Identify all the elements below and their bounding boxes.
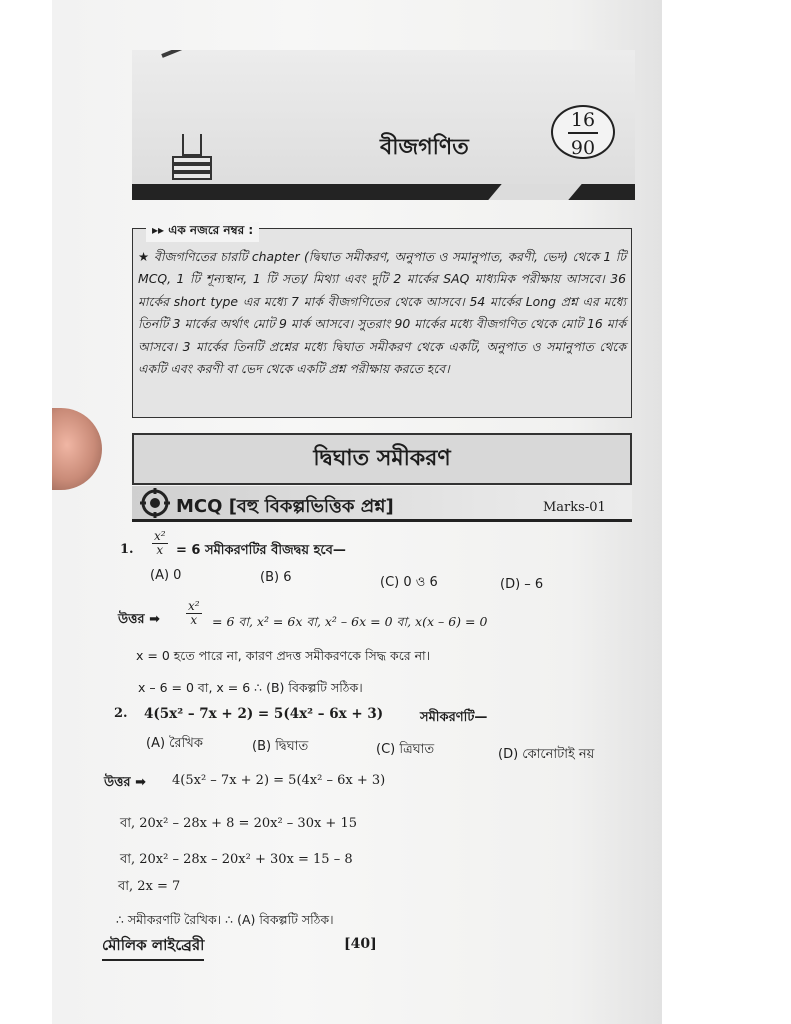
- q1-frac-bot: x: [156, 543, 164, 557]
- q1-answer-line1: = 6 বা, x² = 6x বা, x² – 6x = 0 বা, x(x – 6) = 0: [212, 614, 488, 629]
- section-title: দ্বিঘাত সমীকরণ: [132, 433, 632, 485]
- q2-answer-line1: 4(5x² – 7x + 2) = 5(4x² – 6x + 3): [172, 773, 386, 788]
- mcq-marks: Marks-01: [543, 500, 606, 515]
- publisher-name: মৌলিক লাইব্রেরী: [102, 934, 204, 961]
- gear-icon: [138, 486, 172, 520]
- at-a-glance-text: ★ বীজগণিতের চারটি chapter (দ্বিঘাত সমীকরণ, অনুপাত ও সমানুপাত, করণী, ভেদ) থেকে 1 টি MCQ, 1 টি শূন্যস্থান, 1 টি সত্য/ মিথ্যা এবং দুটি 2 মার্কের SAQ মাধ্যমিক পরীক্ষায় আসবে। 36 মার্কের short type এর মধ্যে 7 মার্ক বীজগণিতের থেকে আসবে। 54 মার্কের Long প্রশ্ন এর মধ্যে তিনটি 3 মার্কের অর্থাৎ মোট 9 মার্ক আসবে। সুতরাং 90 মার্কের মধ্যে বীজগণিত থেকে মোট 16 মার্ক আসবে। 3 মার্কের তিনটি প্রশ্নের মধ্যে দ্বিঘাত সমীকরণ থেকে একটি, অনুপাত ও সমানুপাত থেকে একটি এবং করণী বা ভেদ থেকে একটি প্রশ্ন পরীক্ষায় করতে হবে।: [138, 249, 626, 377]
- q1-answer-label: উত্তর ➡: [118, 612, 160, 627]
- q1-option-d: (D) – 6: [500, 577, 544, 592]
- q2-option-b: (B) দ্বিঘাত: [252, 739, 309, 754]
- q2-answer-label: উত্তর ➡: [104, 775, 146, 790]
- mcq-title: MCQ [বহু বিকল্পভিত্তিক প্রশ্ন]: [176, 496, 394, 517]
- q1-number: 1.: [120, 542, 134, 557]
- chapter-marks-badge: [551, 105, 615, 159]
- q1-answer-fraction: [186, 600, 202, 627]
- q1-answer-line3: x – 6 = 0 বা, x = 6 ∴ (B) বিকল্পটি সঠিক।: [138, 680, 363, 695]
- q1-option-c: (C) 0 ও 6: [380, 575, 438, 590]
- q2-text: সমীকরণটি—: [420, 710, 488, 725]
- marks-denominator: 90: [570, 137, 596, 159]
- q2-answer-line3: বা, 20x² – 28x – 20x² + 30x = 15 – 8: [120, 852, 353, 867]
- q1-fraction: [152, 530, 168, 557]
- q2-answer-line2: বা, 20x² – 28x + 8 = 20x² – 30x + 15: [120, 816, 358, 831]
- chapter-title: বীজগণিত: [380, 135, 469, 160]
- q1-option-a: (A) 0: [150, 568, 182, 583]
- q2-number: 2.: [114, 706, 128, 721]
- q2-option-a: (A) রৈখিক: [146, 736, 203, 751]
- q2-equation: 4(5x² – 7x + 2) = 5(4x² – 6x + 3): [144, 706, 384, 722]
- page-number: [40]: [344, 936, 377, 952]
- q1-ans-frac-top: x²: [188, 599, 200, 613]
- q1-answer-line2: x = 0 হতে পারে না, কারণ প্রদত্ত সমীকরণকে সিদ্ধ করে না।: [136, 648, 431, 663]
- q2-answer-line4: বা, 2x = 7: [118, 879, 181, 894]
- q2-option-d: (D) কোনোটাই নয়: [498, 747, 595, 762]
- q2-answer-line5: ∴ সমীকরণটি রৈখিক। ∴ (A) বিকল্পটি সঠিক।: [116, 912, 334, 927]
- q1-frac-top: x²: [154, 529, 166, 543]
- marks-numerator: 16: [570, 109, 596, 131]
- q1-option-b: (B) 6: [260, 570, 292, 585]
- q1-text: = 6 সমীকরণটির বীজদ্বয় হবে—: [176, 543, 346, 558]
- q2-option-c: (C) ত্রিঘাত: [376, 742, 435, 757]
- q1-ans-frac-bot: x: [190, 613, 198, 627]
- books-icon: [172, 128, 212, 180]
- at-a-glance-heading: ▸▸ এক নজরে নম্বর :: [146, 222, 259, 242]
